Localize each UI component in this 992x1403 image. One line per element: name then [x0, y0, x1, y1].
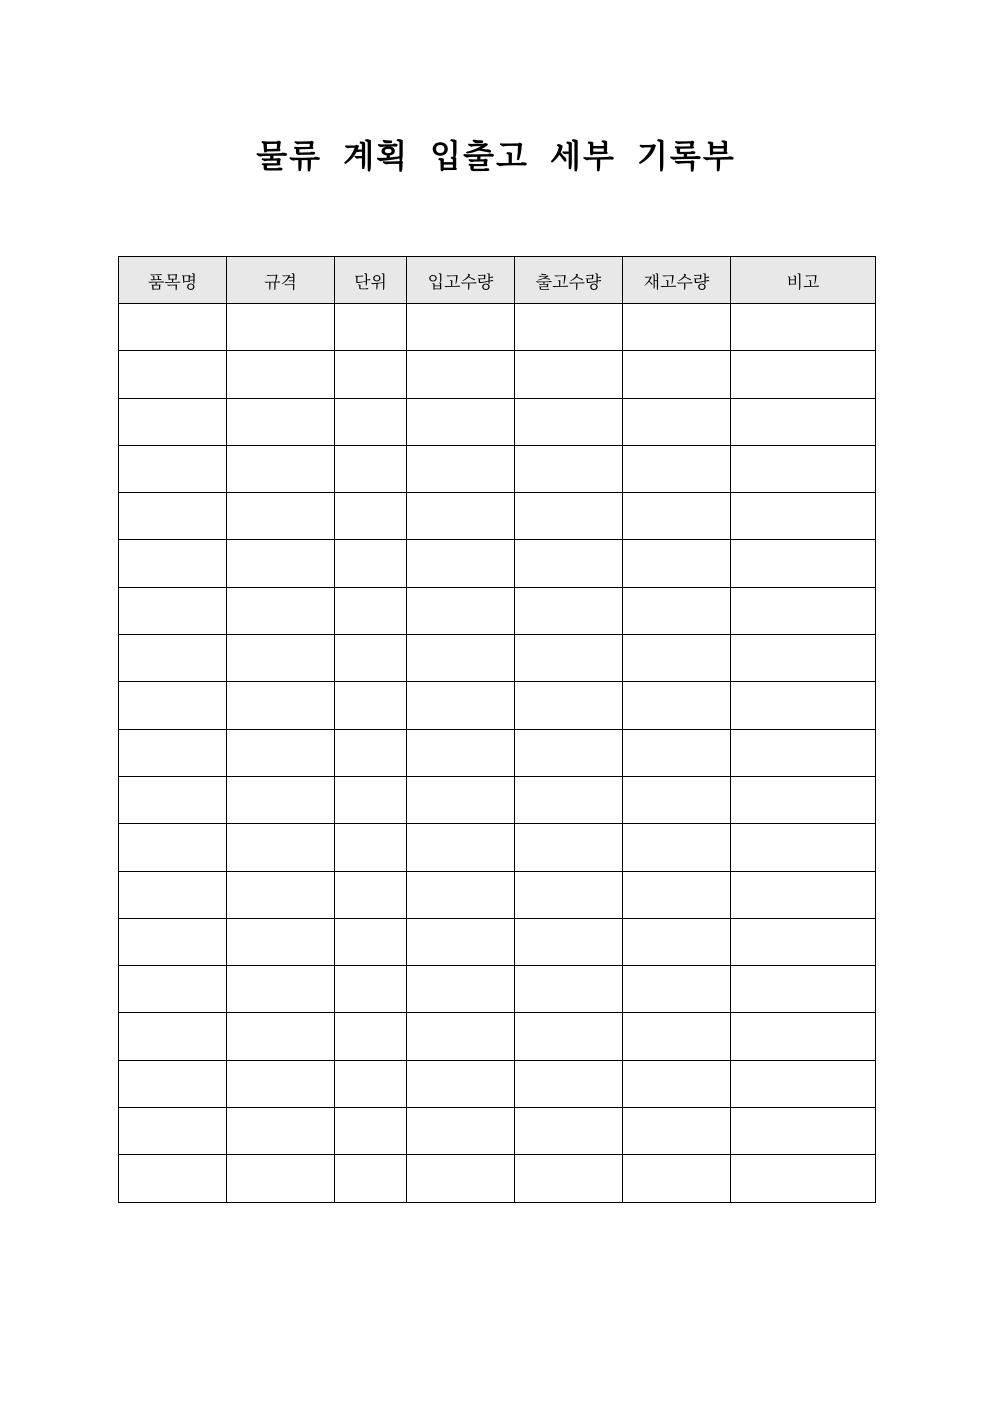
cell-inbound-qty[interactable]	[407, 918, 515, 965]
cell-unit[interactable]	[335, 635, 407, 682]
cell-unit[interactable]	[335, 304, 407, 351]
cell-unit[interactable]	[335, 776, 407, 823]
cell-stock-qty[interactable]	[623, 1013, 731, 1060]
table-body	[119, 304, 876, 1203]
cell-unit[interactable]	[335, 1013, 407, 1060]
header-inbound-qty: 입고수량	[407, 257, 515, 304]
table-row	[119, 304, 876, 351]
cell-item-name[interactable]	[119, 445, 227, 492]
cell-stock-qty[interactable]	[623, 1155, 731, 1202]
cell-inbound-qty[interactable]	[407, 776, 515, 823]
table-row	[119, 729, 876, 776]
cell-remarks[interactable]	[731, 776, 876, 823]
cell-remarks[interactable]	[731, 587, 876, 634]
cell-outbound-qty[interactable]	[515, 304, 623, 351]
cell-stock-qty[interactable]	[623, 304, 731, 351]
cell-inbound-qty[interactable]	[407, 1108, 515, 1155]
cell-unit[interactable]	[335, 729, 407, 776]
cell-inbound-qty[interactable]	[407, 1155, 515, 1202]
cell-item-name[interactable]	[119, 871, 227, 918]
cell-spec[interactable]	[227, 824, 335, 871]
cell-inbound-qty[interactable]	[407, 587, 515, 634]
cell-outbound-qty[interactable]	[515, 682, 623, 729]
cell-unit[interactable]	[335, 918, 407, 965]
cell-spec[interactable]	[227, 729, 335, 776]
cell-unit[interactable]	[335, 445, 407, 492]
cell-outbound-qty[interactable]	[515, 776, 623, 823]
cell-unit[interactable]	[335, 966, 407, 1013]
cell-outbound-qty[interactable]	[515, 1060, 623, 1107]
cell-inbound-qty[interactable]	[407, 1013, 515, 1060]
cell-outbound-qty[interactable]	[515, 587, 623, 634]
cell-remarks[interactable]	[731, 1108, 876, 1155]
cell-stock-qty[interactable]	[623, 493, 731, 540]
table-row	[119, 493, 876, 540]
table-row	[119, 1013, 876, 1060]
cell-remarks[interactable]	[731, 966, 876, 1013]
header-remarks: 비고	[731, 257, 876, 304]
cell-inbound-qty[interactable]	[407, 398, 515, 445]
cell-stock-qty[interactable]	[623, 776, 731, 823]
cell-stock-qty[interactable]	[623, 540, 731, 587]
cell-item-name[interactable]	[119, 1013, 227, 1060]
cell-item-name[interactable]	[119, 966, 227, 1013]
cell-item-name[interactable]	[119, 540, 227, 587]
cell-spec[interactable]	[227, 351, 335, 398]
cell-item-name[interactable]	[119, 1155, 227, 1202]
cell-inbound-qty[interactable]	[407, 871, 515, 918]
cell-item-name[interactable]	[119, 398, 227, 445]
cell-spec[interactable]	[227, 776, 335, 823]
cell-unit[interactable]	[335, 1060, 407, 1107]
cell-outbound-qty[interactable]	[515, 1108, 623, 1155]
cell-remarks[interactable]	[731, 398, 876, 445]
cell-inbound-qty[interactable]	[407, 966, 515, 1013]
header-stock-qty: 재고수량	[623, 257, 731, 304]
cell-inbound-qty[interactable]	[407, 493, 515, 540]
cell-stock-qty[interactable]	[623, 682, 731, 729]
cell-inbound-qty[interactable]	[407, 351, 515, 398]
cell-stock-qty[interactable]	[623, 1060, 731, 1107]
cell-item-name[interactable]	[119, 776, 227, 823]
cell-outbound-qty[interactable]	[515, 493, 623, 540]
cell-outbound-qty[interactable]	[515, 871, 623, 918]
cell-inbound-qty[interactable]	[407, 304, 515, 351]
table-row	[119, 918, 876, 965]
table-row	[119, 1060, 876, 1107]
cell-remarks[interactable]	[731, 729, 876, 776]
cell-remarks[interactable]	[731, 445, 876, 492]
cell-stock-qty[interactable]	[623, 729, 731, 776]
table-row	[119, 966, 876, 1013]
cell-spec[interactable]	[227, 871, 335, 918]
cell-spec[interactable]	[227, 493, 335, 540]
cell-unit[interactable]	[335, 493, 407, 540]
cell-item-name[interactable]	[119, 824, 227, 871]
cell-remarks[interactable]	[731, 1013, 876, 1060]
cell-stock-qty[interactable]	[623, 445, 731, 492]
cell-outbound-qty[interactable]	[515, 1013, 623, 1060]
cell-unit[interactable]	[335, 824, 407, 871]
cell-remarks[interactable]	[731, 1060, 876, 1107]
header-item-name: 품목명	[119, 257, 227, 304]
cell-stock-qty[interactable]	[623, 824, 731, 871]
table-row	[119, 1108, 876, 1155]
cell-spec[interactable]	[227, 1013, 335, 1060]
cell-stock-qty[interactable]	[623, 351, 731, 398]
cell-item-name[interactable]	[119, 635, 227, 682]
cell-stock-qty[interactable]	[623, 871, 731, 918]
cell-item-name[interactable]	[119, 1060, 227, 1107]
cell-remarks[interactable]	[731, 304, 876, 351]
cell-remarks[interactable]	[731, 918, 876, 965]
cell-item-name[interactable]	[119, 587, 227, 634]
cell-inbound-qty[interactable]	[407, 1060, 515, 1107]
table-row	[119, 635, 876, 682]
cell-item-name[interactable]	[119, 682, 227, 729]
cell-stock-qty[interactable]	[623, 966, 731, 1013]
cell-inbound-qty[interactable]	[407, 635, 515, 682]
cell-stock-qty[interactable]	[623, 587, 731, 634]
cell-inbound-qty[interactable]	[407, 824, 515, 871]
cell-spec[interactable]	[227, 682, 335, 729]
cell-remarks[interactable]	[731, 682, 876, 729]
cell-unit[interactable]	[335, 351, 407, 398]
cell-item-name[interactable]	[119, 351, 227, 398]
cell-spec[interactable]	[227, 540, 335, 587]
cell-item-name[interactable]	[119, 918, 227, 965]
cell-outbound-qty[interactable]	[515, 540, 623, 587]
cell-spec[interactable]	[227, 918, 335, 965]
table-row	[119, 682, 876, 729]
cell-remarks[interactable]	[731, 871, 876, 918]
cell-item-name[interactable]	[119, 1108, 227, 1155]
cell-unit[interactable]	[335, 587, 407, 634]
cell-spec[interactable]	[227, 587, 335, 634]
cell-remarks[interactable]	[731, 493, 876, 540]
cell-remarks[interactable]	[731, 824, 876, 871]
header-unit: 단위	[335, 257, 407, 304]
table-row	[119, 445, 876, 492]
cell-spec[interactable]	[227, 1060, 335, 1107]
table-row	[119, 587, 876, 634]
cell-stock-qty[interactable]	[623, 1108, 731, 1155]
cell-outbound-qty[interactable]	[515, 1155, 623, 1202]
document-title: 물류 계획 입출고 세부 기록부	[256, 137, 736, 175]
cell-outbound-qty[interactable]	[515, 918, 623, 965]
cell-stock-qty[interactable]	[623, 635, 731, 682]
header-outbound-qty: 출고수량	[515, 257, 623, 304]
table-header-row	[119, 257, 876, 304]
header-spec: 규격	[227, 257, 335, 304]
cell-inbound-qty[interactable]	[407, 729, 515, 776]
cell-outbound-qty[interactable]	[515, 966, 623, 1013]
table-row	[119, 776, 876, 823]
cell-item-name[interactable]	[119, 304, 227, 351]
cell-unit[interactable]	[335, 1108, 407, 1155]
cell-outbound-qty[interactable]	[515, 635, 623, 682]
cell-inbound-qty[interactable]	[407, 682, 515, 729]
table-row	[119, 540, 876, 587]
logistics-ledger-table	[118, 256, 876, 1203]
cell-spec[interactable]	[227, 304, 335, 351]
cell-outbound-qty[interactable]	[515, 824, 623, 871]
table-row	[119, 351, 876, 398]
cell-spec[interactable]	[227, 1108, 335, 1155]
cell-outbound-qty[interactable]	[515, 351, 623, 398]
cell-unit[interactable]	[335, 398, 407, 445]
cell-inbound-qty[interactable]	[407, 445, 515, 492]
cell-remarks[interactable]	[731, 351, 876, 398]
cell-unit[interactable]	[335, 871, 407, 918]
cell-stock-qty[interactable]	[623, 398, 731, 445]
cell-unit[interactable]	[335, 682, 407, 729]
cell-item-name[interactable]	[119, 729, 227, 776]
cell-remarks[interactable]	[731, 635, 876, 682]
cell-spec[interactable]	[227, 398, 335, 445]
cell-spec[interactable]	[227, 635, 335, 682]
cell-outbound-qty[interactable]	[515, 398, 623, 445]
cell-unit[interactable]	[335, 540, 407, 587]
cell-unit[interactable]	[335, 1155, 407, 1202]
table-row	[119, 871, 876, 918]
table-row	[119, 824, 876, 871]
cell-outbound-qty[interactable]	[515, 445, 623, 492]
cell-spec[interactable]	[227, 1155, 335, 1202]
cell-remarks[interactable]	[731, 1155, 876, 1202]
cell-remarks[interactable]	[731, 540, 876, 587]
table-row	[119, 1155, 876, 1202]
cell-item-name[interactable]	[119, 493, 227, 540]
cell-inbound-qty[interactable]	[407, 540, 515, 587]
cell-stock-qty[interactable]	[623, 918, 731, 965]
cell-outbound-qty[interactable]	[515, 729, 623, 776]
table-row	[119, 398, 876, 445]
cell-spec[interactable]	[227, 445, 335, 492]
cell-spec[interactable]	[227, 966, 335, 1013]
